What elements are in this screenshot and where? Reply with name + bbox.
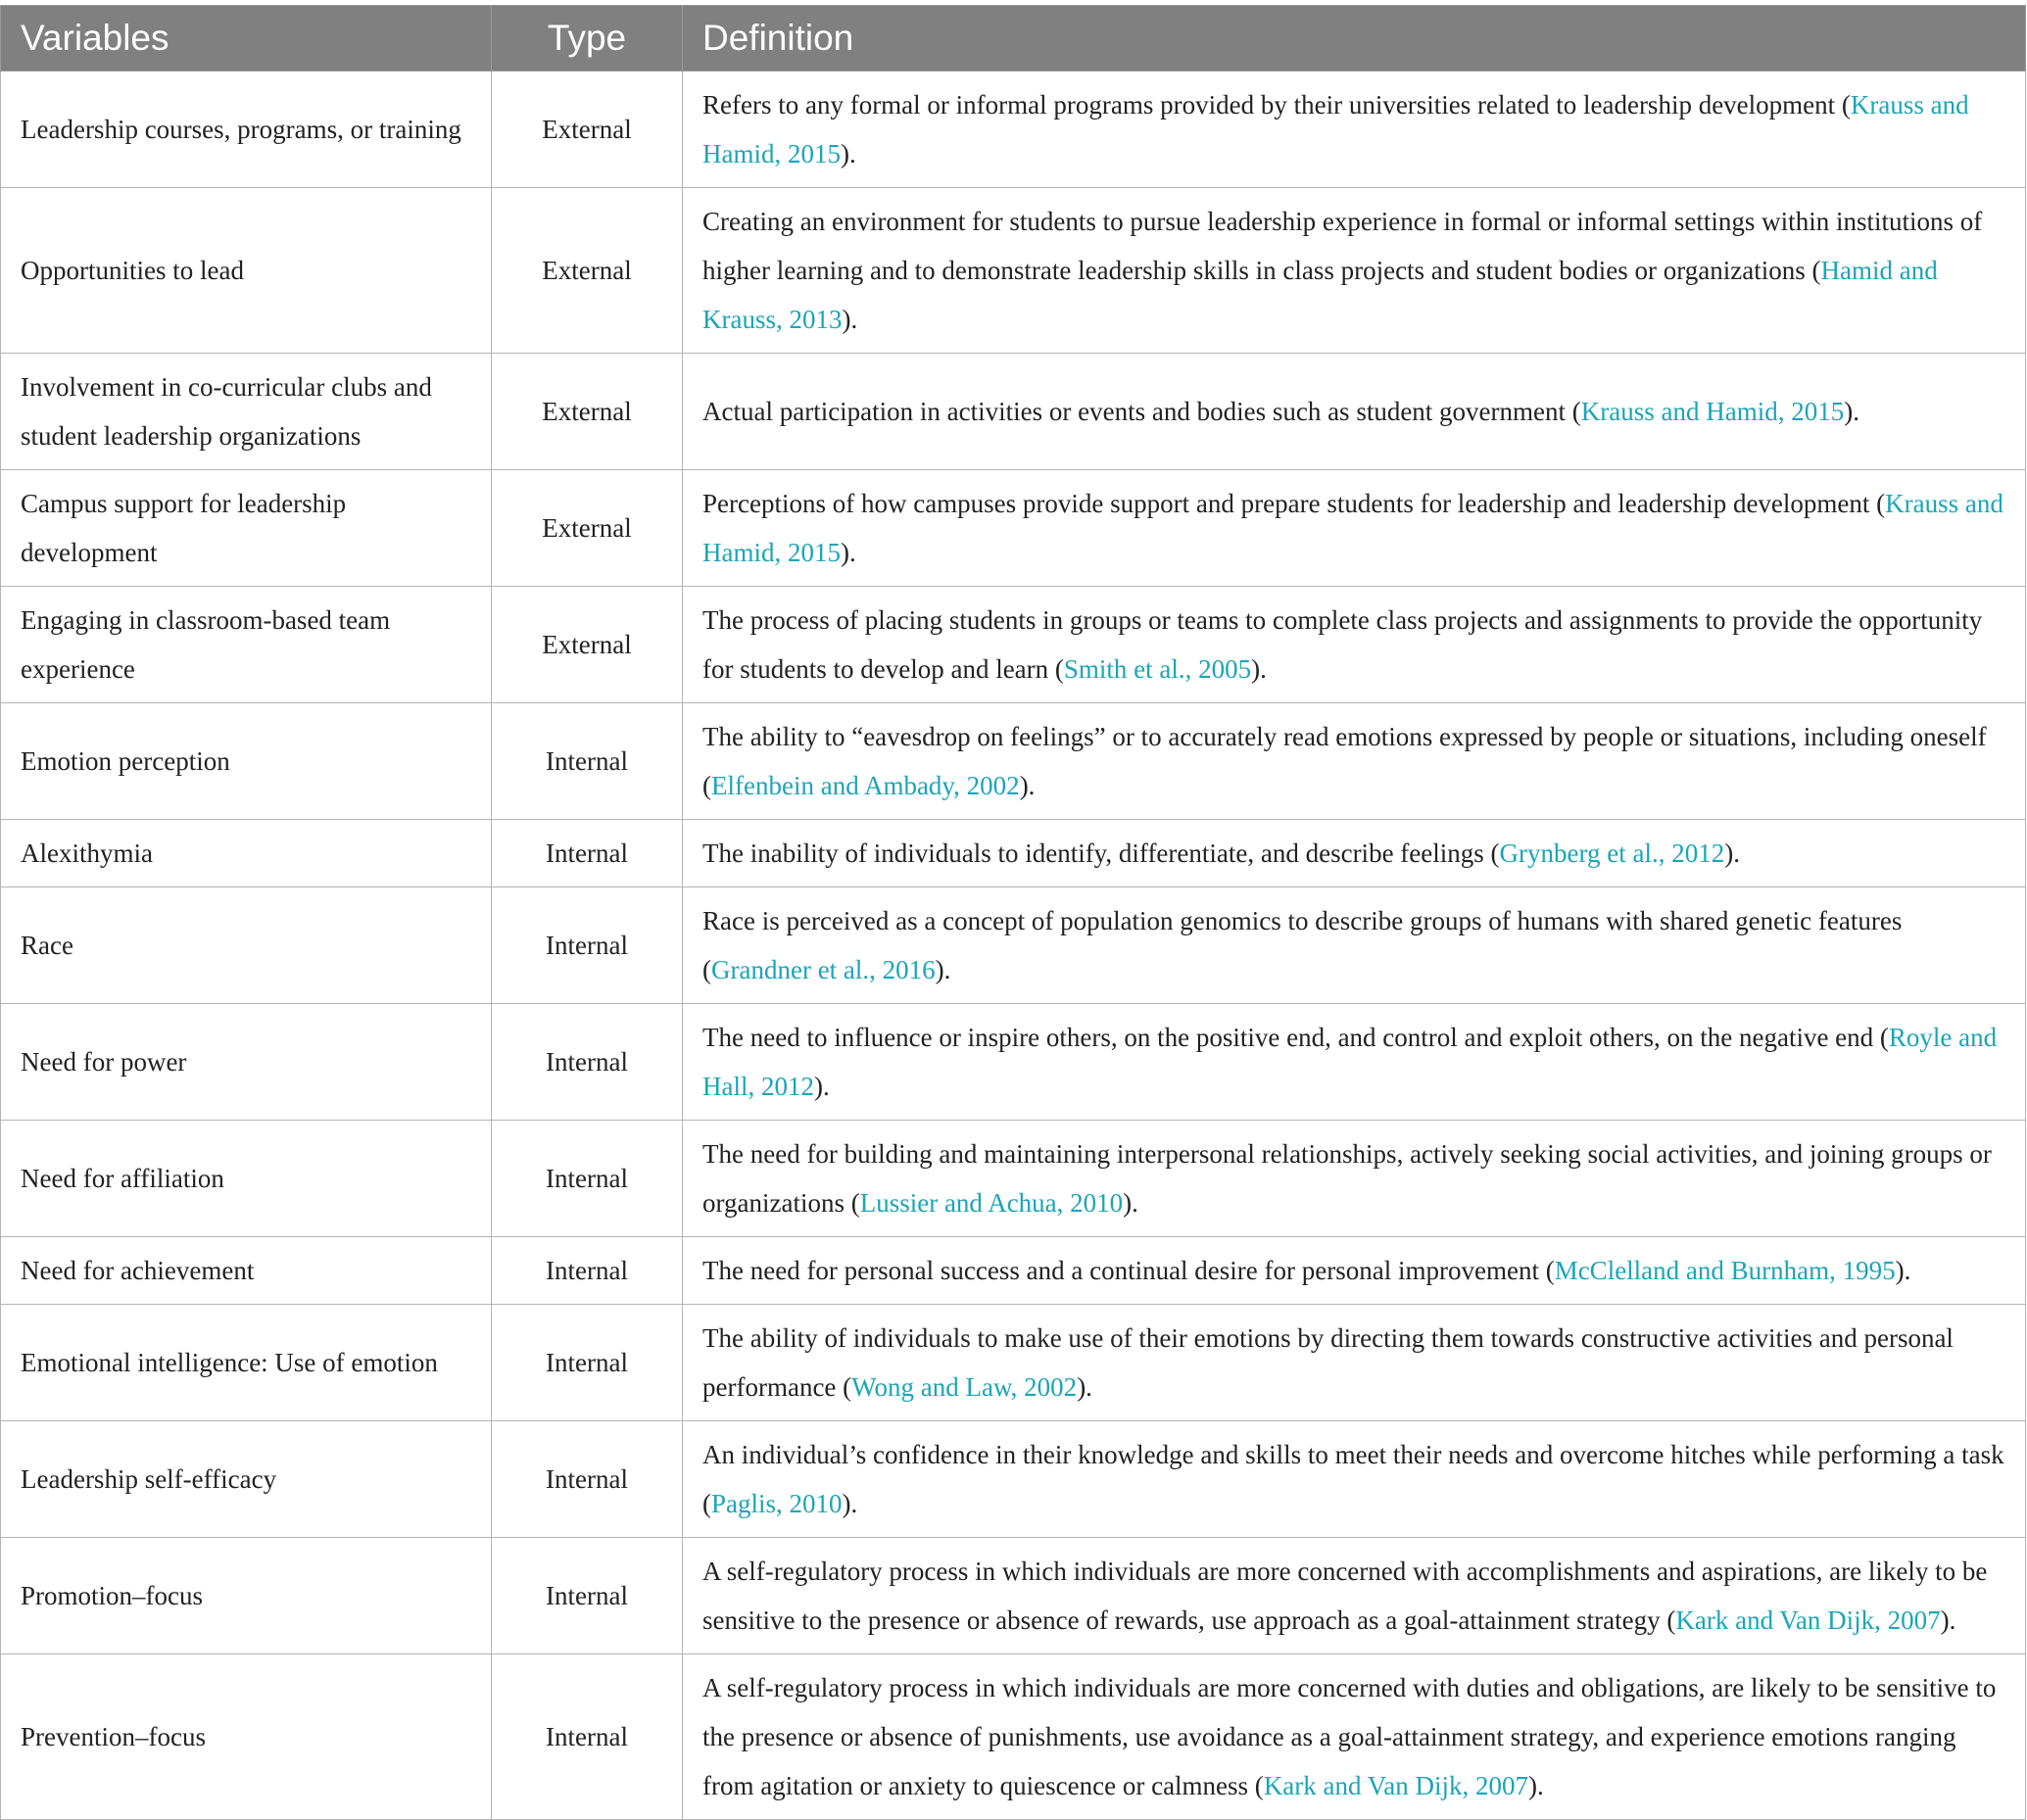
type-cell: Internal	[492, 820, 683, 887]
definition-text-end: ).	[842, 1489, 858, 1518]
definition-cell	[683, 887, 2026, 1004]
table-row	[1, 1004, 2026, 1121]
table-row	[1, 1421, 2026, 1538]
definition-text: A self-regulatory process in which individuals are more concerned with duties and obligations, are likely to be sensitive to the presence or absence of punishments, use avoidance as a goal-attainment strategy, and experience emotions ranging from agitation or anxiety to quiescence or calmness (	[702, 1673, 1997, 1800]
citation-link[interactable]: Krauss and Hamid, 2015	[1580, 397, 1845, 426]
definition-text: Perceptions of how campuses provide support and prepare students for leadership and leadership development (	[702, 489, 1886, 518]
definition-text-end: ).	[1724, 838, 1740, 868]
table-row	[1, 188, 2026, 354]
variable-cell: Need for power	[1, 1004, 492, 1121]
definition-cell	[683, 1237, 2026, 1305]
definition-text-end: ).	[935, 955, 951, 984]
type-cell: External	[492, 188, 683, 354]
table-row	[1, 1654, 2026, 1820]
definition-text: The process of placing students in groups or teams to complete class projects and assignments to provide the opportunity for students to develop and learn (	[702, 605, 1983, 684]
definition-cell	[683, 703, 2026, 820]
citation-link[interactable]: Lussier and Achua, 2010	[859, 1188, 1124, 1218]
type-cell: Internal	[492, 1538, 683, 1654]
definition-text-end: ).	[841, 538, 856, 567]
table-body	[1, 72, 2026, 1820]
definition-text-end: ).	[1251, 654, 1267, 684]
citation-link[interactable]: Kark and Van Dijk, 2007	[1675, 1605, 1941, 1635]
definition-cell	[683, 1421, 2026, 1538]
header-row	[1, 6, 2026, 72]
citation-link[interactable]: Paglis, 2010	[711, 1489, 843, 1518]
type-cell: Internal	[492, 1237, 683, 1305]
citation-link[interactable]: Wong and Law, 2002	[851, 1372, 1078, 1402]
definition-text: Creating an environment for students to pursue leadership experience in formal or informal settings within institutions of higher learning and to demonstrate leadership skills in class projects and student bodies or organizations (	[702, 207, 1983, 285]
definition-cell	[683, 188, 2026, 354]
table-row	[1, 587, 2026, 703]
header-definition: Definition	[683, 6, 2026, 72]
definition-text-end: ).	[842, 305, 858, 334]
definition-cell	[683, 1305, 2026, 1421]
citation-link[interactable]: Smith et al., 2005	[1063, 654, 1252, 684]
definition-cell	[683, 1538, 2026, 1654]
header-type: Type	[492, 6, 683, 72]
table-row	[1, 1305, 2026, 1421]
citation-link[interactable]: Kark and Van Dijk, 2007	[1263, 1771, 1529, 1800]
variable-cell: Alexithymia	[1, 820, 492, 887]
variable-cell: Engaging in classroom-based team experience	[1, 587, 492, 703]
citation-link[interactable]: Krauss and Hamid, 2015	[702, 489, 2003, 567]
table-row	[1, 1121, 2026, 1237]
definition-text: The need for building and maintaining interpersonal relationships, actively seeking social activities, and joining groups or organizations (	[702, 1139, 1992, 1218]
variable-cell: Promotion–focus	[1, 1538, 492, 1654]
definition-text: A self-regulatory process in which individuals are more concerned with accomplishments and aspirations, are likely to be sensitive to the presence or absence of rewards, use approach as a goal-attainment strategy (	[702, 1557, 1988, 1635]
table-row	[1, 72, 2026, 188]
table-row	[1, 1237, 2026, 1305]
definition-cell	[683, 354, 2026, 470]
table-row	[1, 354, 2026, 470]
definition-text: The need to influence or inspire others, on the positive end, and control and exploit others, on the negative end (	[702, 1023, 1889, 1052]
type-cell: External	[492, 587, 683, 703]
type-cell: External	[492, 354, 683, 470]
variable-cell: Need for achievement	[1, 1237, 492, 1305]
variable-cell: Race	[1, 887, 492, 1004]
variable-cell: Need for affiliation	[1, 1121, 492, 1237]
definition-text-end: ).	[1940, 1605, 1956, 1635]
type-cell: Internal	[492, 1121, 683, 1237]
variable-cell: Leadership courses, programs, or training	[1, 72, 492, 188]
variables-table	[0, 5, 2026, 1820]
type-cell: Internal	[492, 1421, 683, 1538]
variable-cell: Prevention–focus	[1, 1654, 492, 1820]
definition-cell	[683, 470, 2026, 587]
variable-cell: Opportunities to lead	[1, 188, 492, 354]
definition-text-end: ).	[1528, 1771, 1544, 1800]
definition-cell	[683, 587, 2026, 703]
definition-text-end: ).	[1895, 1256, 1911, 1285]
definition-text-end: ).	[1123, 1188, 1138, 1218]
definition-text: An individual’s confidence in their knowledge and skills to meet their needs and overcome hitches while performing a task (	[702, 1440, 2004, 1518]
table-row	[1, 820, 2026, 887]
variable-cell: Involvement in co-curricular clubs and student leadership organizations	[1, 354, 492, 470]
definition-cell	[683, 72, 2026, 188]
definition-text-end: ).	[841, 139, 856, 168]
citation-link[interactable]: Hamid and Krauss, 2013	[702, 256, 1938, 334]
definition-text: The need for personal success and a continual desire for personal improvement (	[702, 1256, 1555, 1285]
type-cell: External	[492, 72, 683, 188]
citation-link[interactable]: Grynberg et al., 2012	[1499, 838, 1725, 868]
definition-cell	[683, 1654, 2026, 1820]
table-row	[1, 470, 2026, 587]
definition-text-end: ).	[1019, 771, 1036, 800]
definition-text: Refers to any formal or informal programs provided by their universities related to leadership development (	[702, 90, 1851, 120]
type-cell: Internal	[492, 1305, 683, 1421]
type-cell: Internal	[492, 703, 683, 820]
definition-cell	[683, 1004, 2026, 1121]
variable-cell: Leadership self-efficacy	[1, 1421, 492, 1538]
type-cell: Internal	[492, 1004, 683, 1121]
type-cell: Internal	[492, 887, 683, 1004]
definition-cell	[683, 1121, 2026, 1237]
type-cell: External	[492, 470, 683, 587]
definition-text: Race is perceived as a concept of population genomics to describe groups of humans with shared genetic features (	[702, 906, 1903, 984]
variable-cell: Campus support for leadership development	[1, 470, 492, 587]
definition-text: Actual participation in activities or events and bodies such as student government (	[702, 397, 1581, 426]
citation-link[interactable]: Grandner et al., 2016	[711, 955, 936, 984]
table-row	[1, 703, 2026, 820]
citation-link[interactable]: Elfenbein and Ambady, 2002	[711, 771, 1020, 800]
type-cell: Internal	[492, 1654, 683, 1820]
variable-cell: Emotional intelligence: Use of emotion	[1, 1305, 492, 1421]
table-row	[1, 1538, 2026, 1654]
header-variables: Variables	[1, 6, 492, 72]
definition-cell	[683, 820, 2026, 887]
definition-text: The inability of individuals to identify, differentiate, and describe feelings (	[702, 838, 1500, 868]
definition-text: The ability to “eavesdrop on feelings” or to accurately read emotions expressed by people or situations, including oneself (	[702, 722, 1987, 800]
citation-link[interactable]: Krauss and Hamid, 2015	[702, 90, 1969, 168]
definition-text-end: ).	[814, 1072, 830, 1101]
definition-text-end: ).	[1844, 397, 1859, 426]
citation-link[interactable]: Royle and Hall, 2012	[702, 1023, 1998, 1101]
definition-text: The ability of individuals to make use of their emotions by directing them towards constructive activities and personal performance (	[702, 1323, 1954, 1402]
table-row	[1, 887, 2026, 1004]
citation-link[interactable]: McClelland and Burnham, 1995	[1554, 1256, 1896, 1285]
variable-cell: Emotion perception	[1, 703, 492, 820]
definition-text-end: ).	[1077, 1372, 1092, 1402]
